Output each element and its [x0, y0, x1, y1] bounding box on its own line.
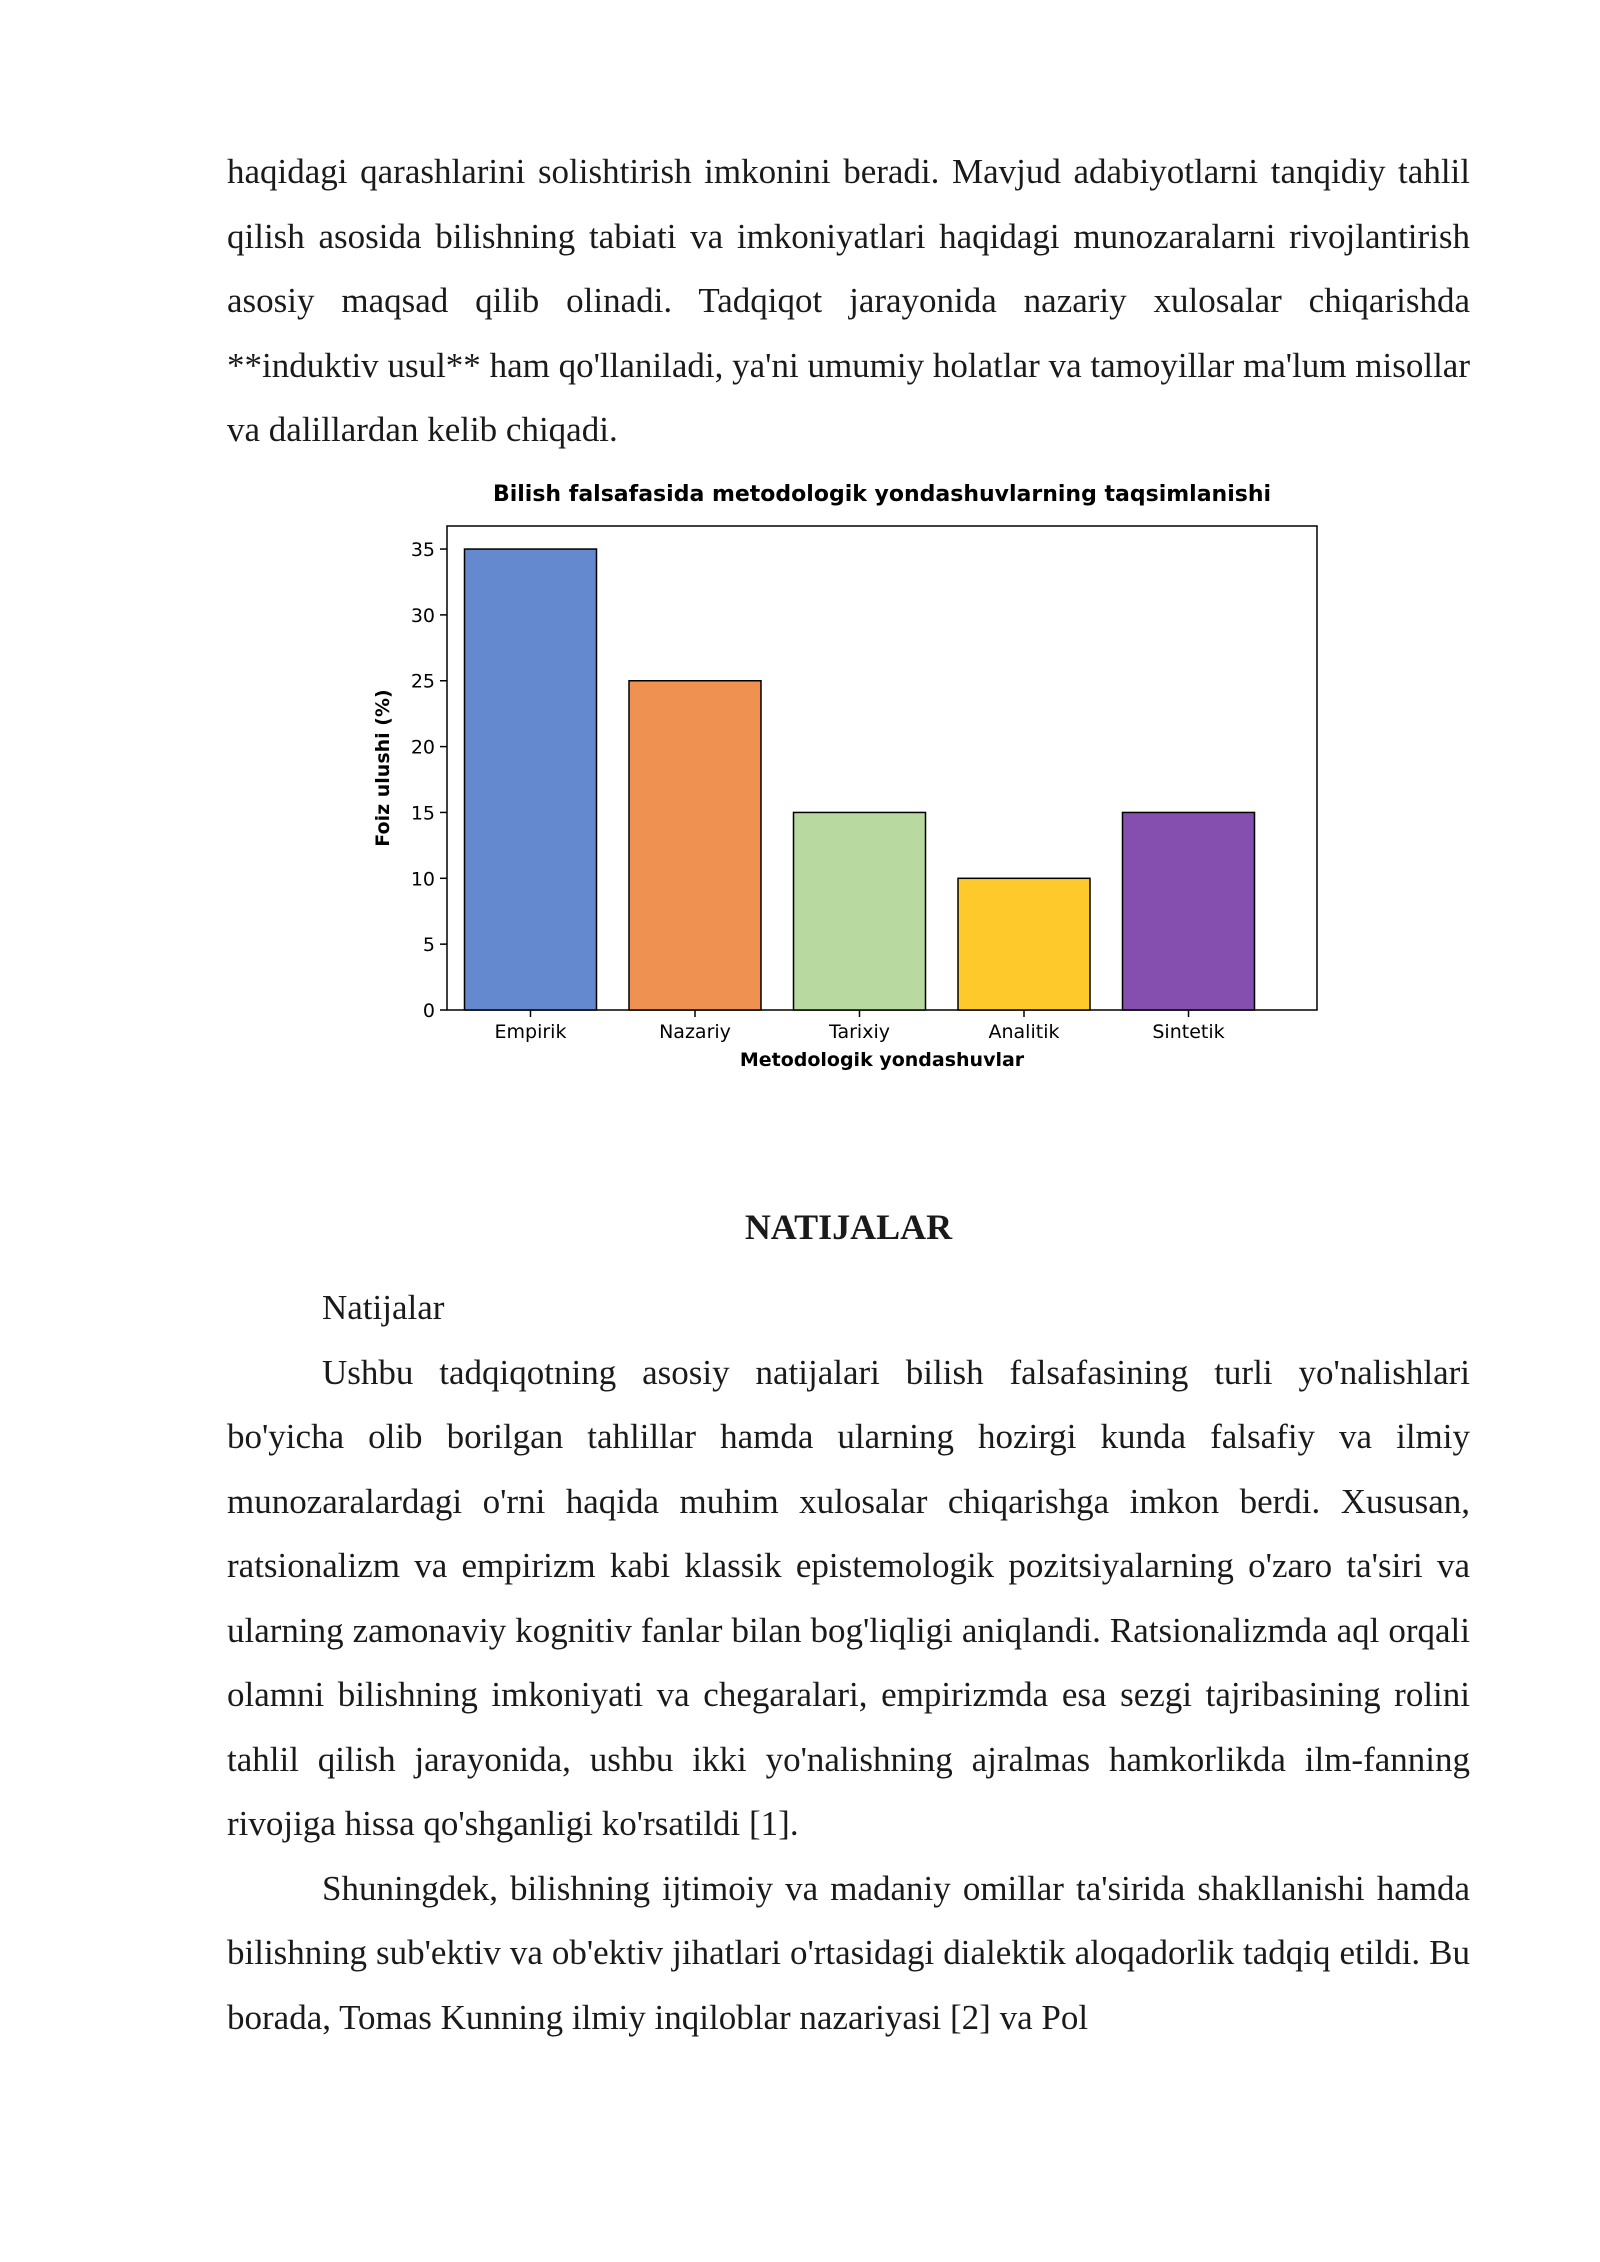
section-heading: NATIJALAR: [744, 1207, 953, 1247]
bar-sintetik: [1123, 812, 1255, 1010]
x-tick-label: Nazariy: [659, 1021, 731, 1043]
x-tick-label: Sintetik: [1152, 1021, 1225, 1043]
bar-tarixiy: [794, 812, 926, 1010]
x-tick-label: Analitik: [988, 1021, 1060, 1043]
bar-nazariy: [629, 681, 761, 1010]
y-tick-label: 35: [410, 539, 435, 562]
y-tick-label: 20: [410, 736, 435, 759]
intro-paragraph: haqidagi qarashlarini solishtirish imkonini beradi. Mavjud adabiyotlarni tanqidiy tahlil qilish asosida bilishning tabiati va imkoniyatlari haqidagi munozaralarni rivojlantirish asosiy maqsad qilib olinadi. Tadqiqot jarayonida nazariy xulosalar chiqarishda **induktiv usul** ham qo'llaniladi, ya'ni umumiy holatlar va tamoyillar ma'lum misollar va dalillardan kelib chiqadi.: [227, 152, 1470, 449]
y-tick-label: 10: [410, 868, 435, 891]
results-paragraph-1: Ushbu tadqiqotning asosiy natijalari bilish falsafasining turli yo'nalishlari bo'yicha olib borilgan tahlillar hamda ularning hozirgi kunda falsafiy va ilmiy munozaralardagi o'rni haqida muhim xulosalar chiqarishga imkon berdi. Xususan, ratsionalizm va empirizm kabi klassik epistemologik pozitsiyalarning o'zaro ta'siri va ularning zamonaviy kognitiv fanlar bilan bog'liqligi aniqlandi. Ratsionalizmda aql orqali olamni bilishning imkoniyati va chegaralari, empirizmda esa sezgi tajribasining rolini tahlil qilish jarayonida, ushbu ikki yo'nalishning ajralmas hamkorlikda ilm-fanning rivojiga hissa qo'shganligi ko'rsatildi [1].: [227, 1352, 1470, 1843]
y-tick-label: 0: [422, 1000, 435, 1022]
x-axis-label: Metodologik yondashuvlar: [739, 1049, 1025, 1071]
x-axis: [495, 1010, 1225, 1043]
x-tick-label: Tarixiy: [829, 1021, 890, 1043]
bars-group: [465, 549, 1255, 1010]
subheading: Natijalar: [322, 1288, 445, 1327]
results-paragraph-2: Shuningdek, bilishning ijtimoiy va madaniy omillar ta'sirida shakllanishi hamda bilishning sub'ektiv va ob'ektiv jihatlari o'rtasidagi dialektik aloqadorlik tadqiq etildi. Bu borada, Tomas Kunning ilmiy inqiloblar nazariyasi [2] va Pol: [227, 1868, 1470, 2037]
document-page: [227, 140, 1470, 463]
chart-title: Bilish falsafasida metodologik yondashuvlarning taqsimlanishi: [492, 482, 1272, 507]
results-section: [227, 1195, 1470, 2050]
x-tick-label: Empirik: [494, 1021, 567, 1043]
y-tick-label: 5: [422, 934, 435, 957]
bar-analitik: [958, 878, 1090, 1010]
y-tick-label: 30: [410, 604, 435, 627]
y-axis: [411, 539, 447, 1022]
bar-chart: [360, 470, 1340, 1090]
bar-empirik: [465, 549, 597, 1010]
y-axis-label: Foiz ulushi (%): [372, 689, 394, 847]
y-tick-label: 25: [410, 670, 435, 693]
y-tick-label: 15: [410, 802, 435, 825]
bar-chart-figure: [360, 470, 1340, 1090]
